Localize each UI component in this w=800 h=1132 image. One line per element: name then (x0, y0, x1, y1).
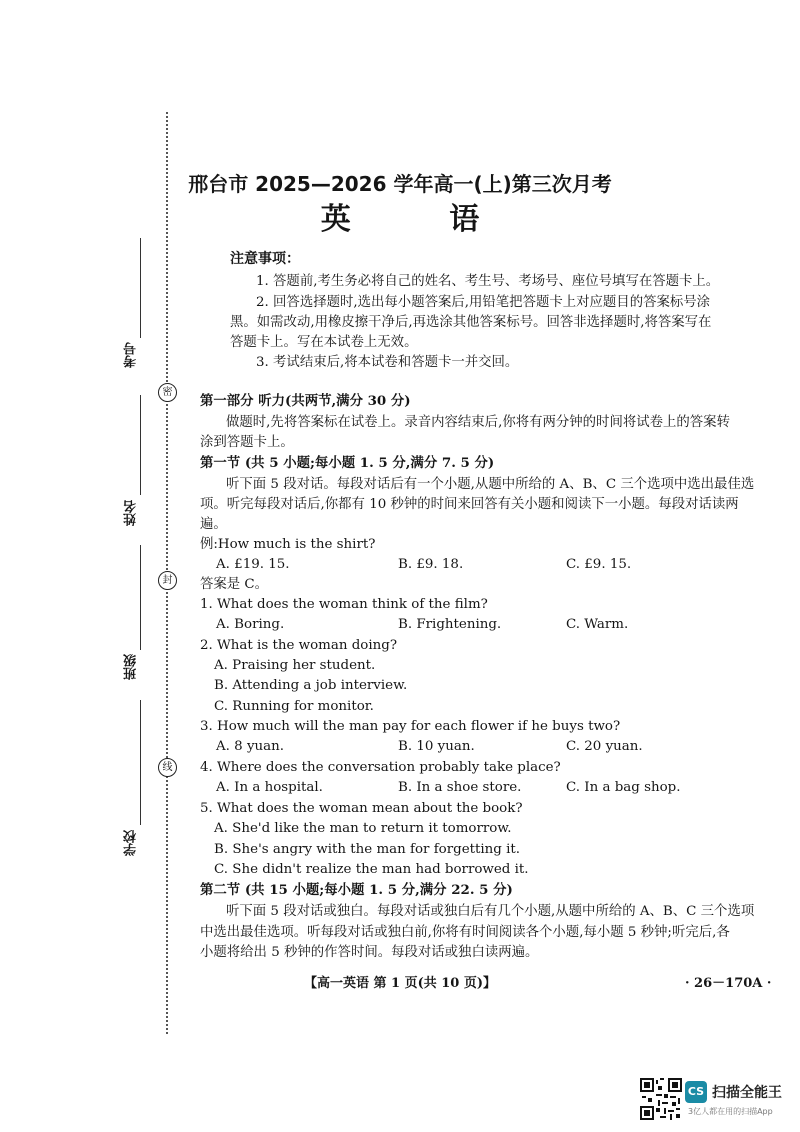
section2-intro: 中选出最佳选项。听每段对话或独白前,你将有时间阅读各个小题,每小题 5 秒钟;听完后,各 (200, 925, 730, 940)
question-option: C. In a bag shop. (566, 780, 681, 795)
notice-line: 1. 答题前,考生务必将自己的姓名、考生号、考场号、座位号填写在答题卡上。 (256, 274, 720, 289)
question-option: B. She's angry with the man for forgetting it. (214, 842, 521, 857)
section1-intro: 项。听完每段对话后,你都有 10 秒钟的时间来回答有关小题和阅读下一小题。每段对话读两 (200, 497, 739, 512)
exam-number-label: 考号 (124, 342, 139, 368)
subject-title: 英 语 (320, 202, 524, 237)
section1-intro: 听下面 5 段对话。每段对话后有一个小题,从题中所给的 A、B、C 三个选项中选出最佳选 (226, 477, 755, 492)
question-option: C. Running for monitor. (214, 699, 374, 714)
example-answer: 答案是 C。 (200, 577, 269, 592)
notice-line: 答题卡上。写在本试卷上无效。 (230, 335, 418, 350)
section1-intro: 遍。 (200, 517, 227, 532)
question-option: A. She'd like the man to return it tomorrow. (214, 821, 512, 836)
question-text: 5. What does the woman mean about the book? (200, 801, 523, 816)
name-blank (140, 395, 141, 495)
qr-code-icon (640, 1078, 682, 1120)
question-text: 4. Where does the conversation probably take place? (200, 760, 561, 775)
question-option: C. She didn't realize the man had borrowed it. (214, 862, 529, 877)
example-question: 例:How much is the shirt? (200, 537, 376, 552)
notice-line: 3. 考试结束后,将本试卷和答题卡一并交回。 (256, 355, 519, 370)
notice-line: 2. 回答选择题时,选出每小题答案后,用铅笔把答题卡上对应题目的答案标号涂 (256, 295, 711, 310)
school-blank (140, 700, 141, 825)
example-option: C. £9. 15. (566, 557, 632, 572)
question-option: C. 20 yuan. (566, 739, 643, 754)
section2-intro: 小题将给出 5 秒钟的作答时间。每段对话或独白读两遍。 (200, 945, 539, 960)
seal-char-feng: 封 (158, 571, 177, 590)
seal-char-xian: 线 (158, 758, 177, 777)
section1-heading: 第一节 (共 5 小题;每小题 1. 5 分,满分 7. 5 分) (200, 455, 495, 471)
question-option: B. Frightening. (398, 617, 502, 632)
exam-number-blank (140, 238, 141, 338)
part1-intro: 涂到答题卡上。 (200, 435, 294, 450)
camscanner-slogan: 3亿人都在用的扫描App (688, 1107, 773, 1116)
question-option: A. Praising her student. (214, 658, 376, 673)
page-footer: 【高一英语 第 1 页(共 10 页)】 (303, 976, 497, 991)
camscanner-brand: 扫描全能王 (712, 1085, 782, 1101)
name-label: 姓名 (124, 500, 139, 526)
section2-heading: 第二节 (共 15 小题;每小题 1. 5 分,满分 22. 5 分) (200, 882, 513, 898)
seal-char-mi: 密 (158, 383, 177, 402)
part1-heading: 第一部分 听力(共两节,满分 30 分) (200, 393, 411, 409)
question-option: A. Boring. (216, 617, 285, 632)
question-option: B. 10 yuan. (398, 739, 475, 754)
camscanner-logo-icon: CS (685, 1081, 707, 1103)
class-label: 班级 (124, 654, 139, 680)
notice-line: 黑。如需改动,用橡皮擦干净后,再选涂其他答案标号。回答非选择题时,将答案写在 (230, 315, 712, 330)
example-option: B. £9. 18. (398, 557, 464, 572)
question-option: A. In a hospital. (216, 780, 323, 795)
notice-heading: 注意事项： (230, 251, 300, 267)
class-blank (140, 545, 141, 650)
school-label: 学校 (124, 830, 139, 856)
question-text: 1. What does the woman think of the film? (200, 597, 488, 612)
question-text: 2. What is the woman doing? (200, 638, 398, 653)
section2-intro: 听下面 5 段对话或独白。每段对话或独白后有几个小题,从题中所给的 A、B、C 三个选项 (226, 904, 755, 919)
example-option: A. £19. 15. (216, 557, 290, 572)
exam-title: 邢台市 2025—2026 学年高一(上)第三次月考 (188, 172, 612, 196)
question-text: 3. How much will the man pay for each flower if he buys two? (200, 719, 621, 734)
part1-intro: 做题时,先将答案标在试卷上。录音内容结束后,你将有两分钟的时间将试卷上的答案转 (226, 415, 730, 430)
question-option: C. Warm. (566, 617, 629, 632)
question-option: B. Attending a job interview. (214, 678, 408, 693)
question-option: A. 8 yuan. (216, 739, 285, 754)
paper-code: · 26－170A · (685, 976, 772, 991)
question-option: B. In a shoe store. (398, 780, 522, 795)
